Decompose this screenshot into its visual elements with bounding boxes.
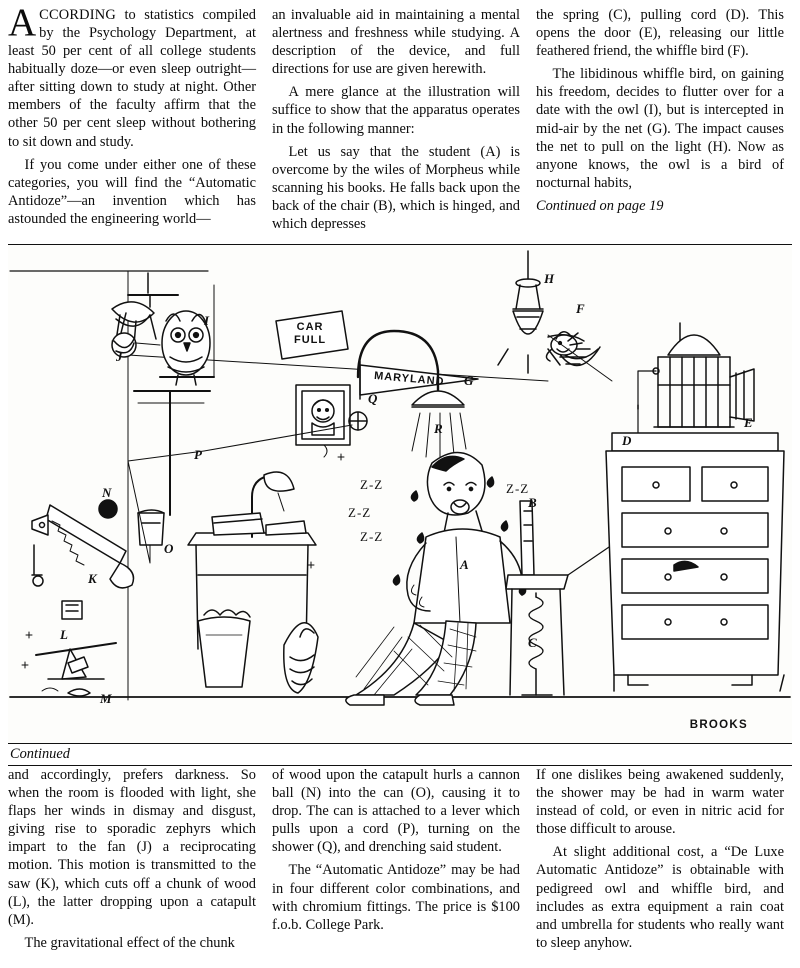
sleep-sound: Z-Z [348, 505, 372, 521]
sleep-sound: Z-Z [506, 481, 530, 497]
bottom-column-2 [272, 766, 520, 957]
bottom-column-3 [536, 766, 784, 957]
label-D: D [622, 433, 632, 449]
top-column-2 [272, 6, 520, 238]
paragraph: and accordingly, prefers darkness. So when the room is flooded with light, she flaps her winds in dismay and disgust, giving rise to sporadic zephyrs which impart to the fan (J) a reciprocating motion. This motion is transmitted to the saw (K), which cuts off a chunk of wood (L), the latter dropping upon a catapult (M). [8, 767, 256, 928]
label-N: N [102, 485, 112, 501]
paragraph: of wood upon the catapult hurls a cannon ball (N) into the can (O), causing it to drop. The can is attached to a lever which pulls upon a cord (P), turning on the shower (Q), and drenching said student. [272, 767, 520, 856]
label-C: C [528, 635, 537, 651]
label-Q: Q [368, 391, 378, 407]
label-O: O [164, 541, 174, 557]
paragraph: The “Automatic Antidoze” may be had in four different color combinations, and with chromium fittings. The price is $100 f.o.b. College Park. [272, 862, 520, 933]
artist-signature: BROOKS [689, 719, 748, 732]
label-F: F [576, 301, 585, 317]
sign-car-full: CAR FULL [294, 321, 327, 346]
label-K: K [88, 571, 97, 587]
label-G: G [464, 373, 474, 389]
bottom-text-columns [0, 766, 800, 957]
label-R: R [434, 421, 443, 437]
label-J: J [116, 349, 123, 365]
opening-smallcaps: CCORDING [39, 7, 116, 23]
label-B: B [528, 495, 537, 511]
paragraph: the spring (C), pulling cord (D). This opens the door (E), releasing our little feathered friend, the whiffle bird (F). [536, 7, 784, 60]
paragraph: At slight additional cost, a “De Luxe Automatic Antidoze” is obtainable with pedigreed owl and whiffle bird, and includes as extra equipment a rain coat and umbrella for students who really want to sleep anyhow. [536, 844, 784, 951]
paragraph: If one dislikes being awakened suddenly, the shower may be had in warm water instead of cold, or even in nitric acid for those difficult to arouse. [536, 767, 784, 838]
label-P: P [194, 447, 202, 463]
label-H: H [544, 271, 555, 287]
label-I: I [204, 313, 210, 329]
illustration-artwork [8, 245, 792, 744]
paragraph: The libidinous whiffle bird, on gaining his freedom, decides to flutter over for a date with the owl (I), but is intercepted in mid-air by the net (G). The impact causes the net to pull on the light (H). Now as anyone knows, the owl is a bird of nocturnal habits, [536, 66, 784, 191]
label-E: E [744, 415, 753, 431]
top-column-3 [536, 6, 784, 238]
sign-maryland: MARYLAND [373, 369, 445, 389]
continued-label: Continued [10, 746, 70, 763]
paragraph: A mere glance at the illustration will suffice to show that the apparatus operates in the following manner: [272, 84, 520, 137]
label-L: L [60, 627, 68, 643]
bottom-column-1 [8, 766, 256, 957]
paragraph-text: to statistics compiled by the Psychology Department, at least 50 per cent of all college students habitually doze—or even sleep outright—after sitting down to study at night. Other members of the faculty affirm that the other 50 per cent sleep without bothering to sit down and study. [8, 7, 256, 150]
sleep-sound: Z-Z [360, 477, 384, 493]
paragraph: If you come under either one of these categories, you will find the “Automatic Antidoze”—an invention which has astounded the engineering world— [8, 156, 256, 227]
sleep-sound: Z-Z [360, 529, 384, 545]
label-A: A [460, 557, 469, 573]
illustration-automatic-antidoze [8, 244, 792, 744]
paragraph: Let us say that the student (A) is overcome by the wiles of Morpheus while scanning his books. He falls back upon the back of the chair (B), which is hinged, and which depresses [272, 143, 520, 232]
drop-cap: A [8, 1, 37, 44]
top-column-1 [8, 1, 256, 238]
paragraph: The gravitational effect of the chunk [24, 934, 235, 951]
paragraph: an invaluable aid in maintaining a mental alertness and freshness while studying. A description of the device, and full directions for use are given herewith. [272, 7, 520, 78]
top-text-columns [0, 0, 800, 238]
paragraph [8, 1, 256, 151]
continued-on-page-note: Continued on page 19 [536, 197, 664, 214]
label-M: M [100, 691, 112, 707]
